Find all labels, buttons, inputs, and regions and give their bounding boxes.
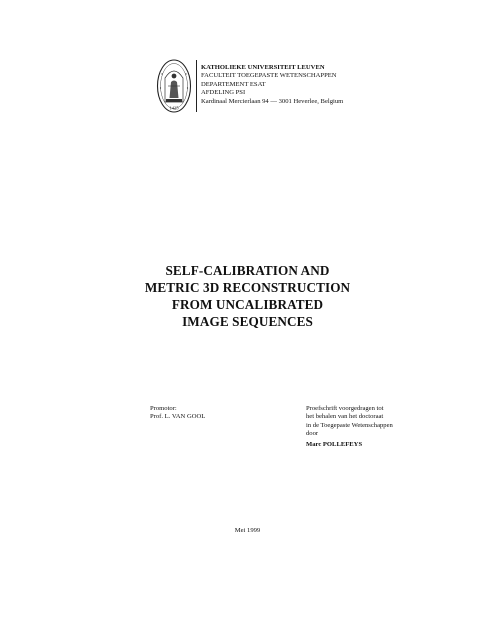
author-by: door bbox=[306, 430, 319, 438]
letterhead bbox=[201, 64, 343, 106]
dissertation-line-2: het behalen van het doctoraat bbox=[306, 413, 384, 421]
title-line-4: IMAGE SEQUENCES bbox=[182, 314, 313, 329]
publication-date: Mei 1999 bbox=[234, 527, 261, 534]
address: Kardinaal Mercierlaan 94 — 3001 Heverlee, Belgium bbox=[201, 97, 344, 105]
department-name: DEPARTEMENT ESAT bbox=[201, 80, 266, 88]
author-name: Marc POLLEFEYS bbox=[306, 440, 363, 448]
author-block bbox=[306, 405, 393, 449]
dissertation-line-1: Proefschrift voorgedragen tot bbox=[306, 405, 384, 412]
promotor-block bbox=[150, 405, 205, 422]
promotor-label: Promotor: bbox=[150, 405, 177, 412]
title-line-1: SELF-CALIBRATION AND bbox=[165, 263, 330, 278]
seal-year: 1425 bbox=[169, 105, 179, 111]
letterhead-divider bbox=[196, 60, 197, 112]
title-line-3: FROM UNCALIBRATED bbox=[171, 297, 324, 312]
university-seal-icon bbox=[156, 58, 192, 114]
promotor-name: Prof. L. VAN GOOL bbox=[150, 413, 206, 421]
division-name: AFDELING PSI bbox=[201, 89, 246, 97]
thesis-title bbox=[0, 262, 495, 330]
university-name: KATHOLIEKE UNIVERSITEIT LEUVEN bbox=[201, 64, 325, 71]
faculty-name: FACULTEIT TOEGEPASTE WETENSCHAPPEN bbox=[201, 72, 337, 80]
dissertation-line-3: in de Toegepaste Wetenschappen bbox=[306, 421, 393, 429]
title-line-2: METRIC 3D RECONSTRUCTION bbox=[144, 280, 351, 295]
